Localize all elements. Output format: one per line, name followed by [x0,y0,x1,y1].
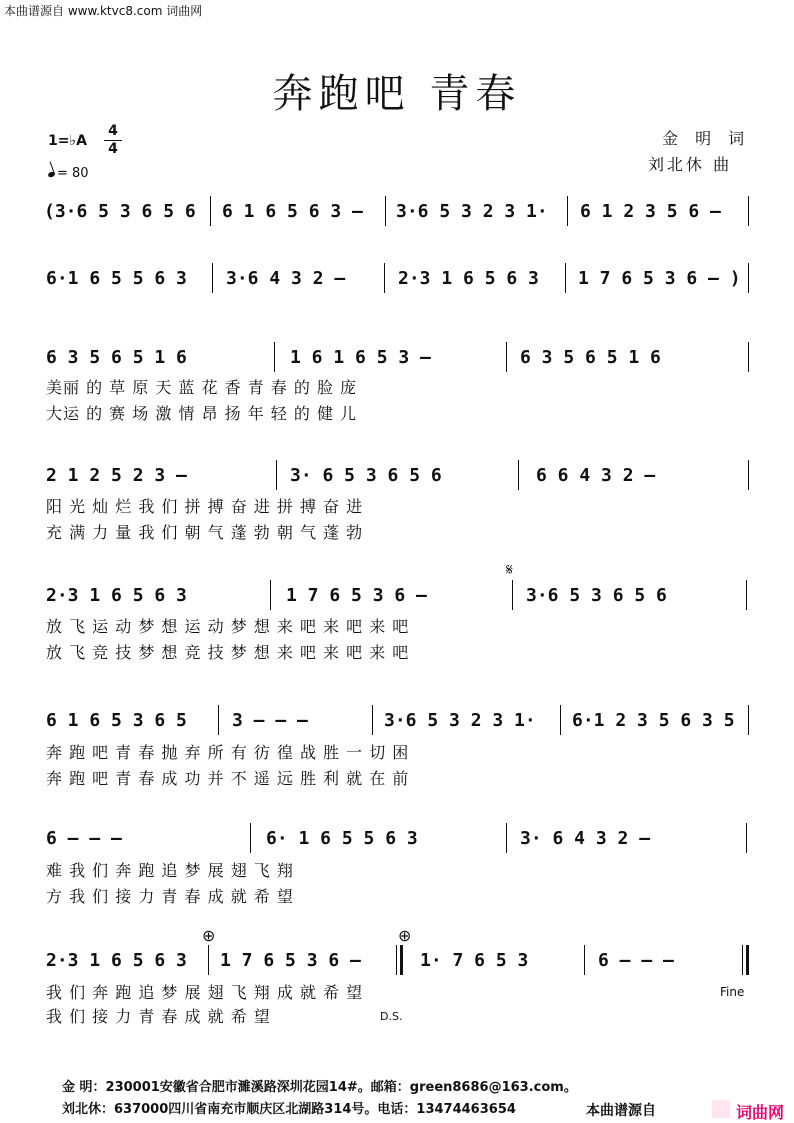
measure: 6 1 6 5 6 3 – [222,201,363,222]
lyricist-address: 金 明：230001安徽省合肥市濉溪路深圳花园14#。邮箱：green8686@163.com。 [62,1080,577,1095]
bar-line [560,705,561,735]
bar-line [746,580,747,610]
measure: 2·3 1 6 5 6 3 [46,585,187,606]
lyric-line-2: 奔 跑 吧 青 春 成 功 并 不 遥 远 胜 利 就 在 前 [46,769,410,788]
measure: 1 7 6 5 3 6 – [286,585,427,606]
bar-line [746,823,747,853]
measure: 3 – – – [232,710,308,731]
bar-line [274,342,275,372]
measure: 6· 1 6 5 5 6 3 [266,828,418,849]
lyric-line-2: 充 满 力 量 我 们 朝 气 蓬 勃 朝 气 蓬 勃 [46,523,364,542]
bar-line [270,580,271,610]
fine-mark: Fine [720,985,745,999]
measure: 6 1 6 5 3 6 5 [46,710,187,731]
key-signature: 1=♭A [48,133,87,149]
repeat-bar-line [396,945,397,975]
measure: 2·3 1 6 5 6 3 [46,950,187,971]
measure: 3·6 5 3 2 3 1· [396,201,548,222]
measure: 3· 6 5 3 6 5 6 [290,465,442,486]
composer-credit: 刘北休 曲 [648,155,733,174]
measure: 1 6 1 6 5 3 – [290,347,431,368]
bar-line [584,945,585,975]
bar-line [748,705,749,735]
time-signature [104,124,122,157]
bar-line [512,580,513,610]
bar-line [218,705,219,735]
measure: 2 1 2 5 2 3 – [46,465,187,486]
time-sig-top: 4 [108,123,118,139]
bar-line [212,263,213,293]
coda-icon: ⊕ [202,926,216,945]
lyric-line-1: 难 我 们 奔 跑 追 梦 展 翅 飞 翔 [46,861,294,880]
measure: 3·6 4 3 2 – [226,268,346,289]
measure: 1 7 6 5 3 6 – [220,950,361,971]
bar-line [384,263,385,293]
bar-line [210,196,211,226]
lyric-line-2: 方 我 们 接 力 青 春 成 就 希 望 [46,887,294,906]
measure: 3· 6 4 3 2 – [520,828,651,849]
bar-line [518,460,519,490]
measure: 1 7 6 5 3 6 – ) [578,268,741,289]
watermark-left: 本曲谱源自 [586,1103,656,1119]
bar-line [748,196,749,226]
measure: 6 – – – [46,828,122,849]
measure: 1· 7 6 5 3 [420,950,529,971]
measure: 2·3 1 6 5 6 3 [398,268,539,289]
watermark-decoration [712,1100,730,1118]
measure: (3·6 5 3 6 5 6 [44,201,196,222]
measure: 3·6 5 3 6 5 6 [526,585,667,606]
bar-line [506,823,507,853]
lyric-line-1: 我 们 奔 跑 追 梦 展 翅 飞 翔 成 就 希 望 [46,983,364,1002]
tempo-mark: = 80 [48,166,89,181]
measure: 6 – – – [598,950,674,971]
measure: 6 3 5 6 5 1 6 [520,347,661,368]
bar-line [748,263,749,293]
measure: 6·1 6 5 5 6 3 [46,268,187,289]
lyric-line-1: 放 飞 运 动 梦 想 运 动 梦 想 来 吧 来 吧 来 吧 [46,617,410,636]
song-title: 奔跑吧 青春 [272,71,522,117]
lyric-line-1: 美丽 的 草 原 天 蓝 花 香 青 春 的 脸 庞 [46,378,358,397]
watermark-logo: 词曲网 [736,1103,785,1122]
bar-line [567,196,568,226]
source-header: 本曲谱源自 www.ktvc8.com 词曲网 [4,4,203,18]
time-sig-bottom: 4 [108,141,118,157]
bar-line [748,342,749,372]
ds-mark: D.S. [380,1010,403,1023]
bar-line [250,823,251,853]
final-bar-line [746,945,749,975]
bar-line [385,196,386,226]
bar-line [565,263,566,293]
repeat-bar-line [400,945,403,975]
measure: 6·1 2 3 5 6 3 5 [572,710,735,731]
final-bar-line [742,945,743,975]
bar-line [276,460,277,490]
measure: 6 3 5 6 5 1 6 [46,347,187,368]
lyricist-credit: 金 明 词 [662,129,751,148]
measure: 6 1 2 3 5 6 – [580,201,721,222]
lyric-line-1: 奔 跑 吧 青 春 抛 弃 所 有 彷 徨 战 胜 一 切 困 [46,743,410,762]
measure: 3·6 5 3 2 3 1· [384,710,536,731]
bar-line [208,945,209,975]
measure: 6 6 4 3 2 – [536,465,656,486]
coda-icon: ⊕ [398,926,412,945]
composer-address: 刘北休：637000四川省南充市顺庆区北湖路314号。电话：13474463654 [62,1102,516,1117]
lyric-line-2: 大运 的 赛 场 激 情 昂 扬 年 轻 的 健 儿 [46,404,358,423]
bar-line [748,460,749,490]
lyric-line-2: 放 飞 竞 技 梦 想 竞 技 梦 想 来 吧 来 吧 来 吧 [46,643,410,662]
quarter-note-icon [47,171,55,178]
lyric-line-2: 我 们 接 力 青 春 成 就 希 望 [46,1007,271,1026]
segno-icon: 𝄋 [506,560,513,579]
lyric-line-1: 阳 光 灿 烂 我 们 拼 搏 奋 进 拼 搏 奋 进 [46,497,364,516]
bar-line [372,705,373,735]
bar-line [506,342,507,372]
